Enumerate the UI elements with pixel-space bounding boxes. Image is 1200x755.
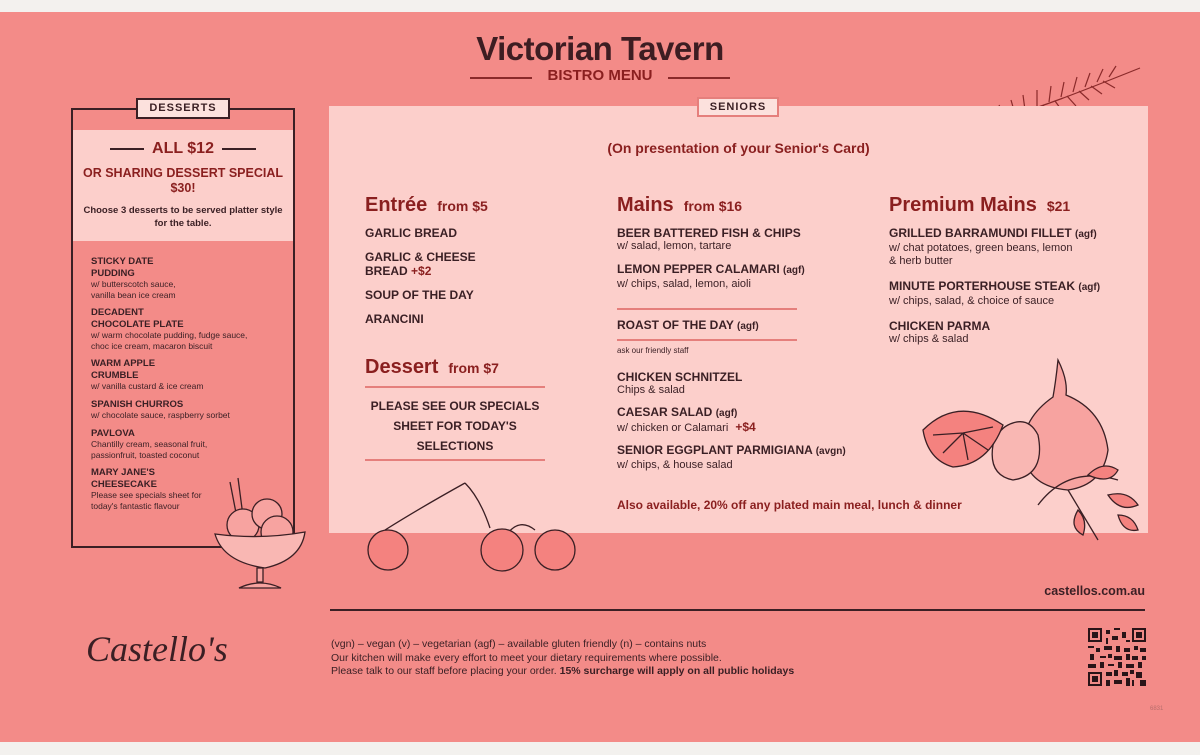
also-available-note: Also available, 20% off any plated main meal, lunch & dinner xyxy=(617,498,962,512)
list-item xyxy=(91,358,281,392)
premium-name: CHICKEN PARMA xyxy=(889,319,991,333)
dessert-specials-note: PLEASE SEE OUR SPECIALS SHEET FOR TODAY'S SELECTIONS xyxy=(370,399,540,453)
premium-tag: (agf) xyxy=(1075,229,1097,240)
dessert-name: SPANISH CHURROS xyxy=(91,398,184,410)
roast-desc: ask our friendly staff xyxy=(617,346,689,355)
dessert-rule-top xyxy=(365,386,545,388)
roast-tag: (agf) xyxy=(737,321,759,332)
price-rule-right xyxy=(222,148,256,150)
sharing-special: OR SHARING DESSERT SPECIAL $30! xyxy=(82,166,284,195)
entree-item-name: GARLIC & CHEESE BREAD xyxy=(365,250,476,278)
dessert-name: WARM APPLE CRUMBLE xyxy=(91,358,156,381)
desserts-tag: DESSERTS xyxy=(136,98,230,119)
entree-item: SOUP OF THE DAY xyxy=(365,288,474,302)
main-name: LEMON PEPPER CALAMARI xyxy=(617,262,780,276)
premium-name-row xyxy=(889,226,1139,242)
main-desc: w/ chips, & house salad xyxy=(617,459,733,471)
premium-tag: (agf) xyxy=(1078,282,1101,293)
premium-title: Premium Mains xyxy=(889,194,1037,216)
website-link[interactable]: castellos.com.au xyxy=(1044,584,1145,598)
premium-desc: w/ chips, salad, & choice of sauce xyxy=(889,295,1055,307)
seniors-presentation-note: (On presentation of your Senior's Card) xyxy=(607,140,870,156)
entree-heading xyxy=(365,194,488,217)
main-name-row xyxy=(617,443,887,459)
legend-line: (vgn) – vegan (v) – vegetarian (agf) – available gluten friendly (n) – contains nuts xyxy=(331,638,707,650)
dietary-legend xyxy=(331,638,971,679)
main-desc-row xyxy=(617,421,887,435)
main-desc: w/ salad, lemon, tartare xyxy=(617,240,732,252)
main-name: BEER BATTERED FISH & CHIPS xyxy=(617,226,801,240)
print-code: 6831 xyxy=(1150,706,1164,712)
dessert-title: Dessert xyxy=(365,356,439,378)
ice-cream-sundae-icon xyxy=(205,470,315,600)
footer-rule xyxy=(330,609,1145,611)
main-name: CAESAR SALAD xyxy=(617,405,713,419)
dessert-desc: w/ vanilla custard & ice cream xyxy=(91,381,204,391)
entree-item-extra: +$2 xyxy=(411,264,432,278)
premium-name: GRILLED BARRAMUNDI FILLET xyxy=(889,226,1072,240)
list-item xyxy=(617,370,887,397)
dessert-desc: w/ warm chocolate pudding, fudge sauce, choc ice cream, macaron biscuit xyxy=(91,330,248,351)
entree-item: ARANCINI xyxy=(365,312,424,326)
dessert-name: PAVLOVA xyxy=(91,427,135,439)
dessert-desc: Chantilly cream, seasonal fruit, passionfruit, toasted coconut xyxy=(91,439,208,460)
roast-rule-bottom xyxy=(617,339,797,341)
entree-price: from $5 xyxy=(437,198,488,214)
main-tag: (avgn) xyxy=(815,446,846,457)
mains-price: from $16 xyxy=(683,198,743,214)
legend-line: Our kitchen will make every effort to meet your dietary requirements where possible. xyxy=(331,651,722,664)
legend-line: Please talk to our staff before placing your order. xyxy=(331,665,557,677)
list-item xyxy=(889,226,1139,268)
dessert-name: STICKY DATE PUDDING xyxy=(91,256,154,279)
list-item xyxy=(91,399,281,421)
main-tag: (agf) xyxy=(715,408,738,419)
cherries-icon xyxy=(360,478,585,578)
list-item xyxy=(889,279,1139,308)
subtitle-rule-right xyxy=(668,77,730,79)
entree-item xyxy=(365,250,505,278)
main-desc: w/ chips, salad, lemon, aioli xyxy=(617,278,751,290)
roast-name-row xyxy=(617,318,759,334)
castellos-logo: Castello's xyxy=(86,629,228,669)
mains-title: Mains xyxy=(617,194,674,216)
desserts-price: ALL $12 xyxy=(152,140,214,157)
main-desc: Chips & salad xyxy=(617,384,685,396)
sharing-instructions: Choose 3 desserts to be served platter style for the table. xyxy=(83,205,283,229)
list-item xyxy=(617,262,877,291)
entree-list xyxy=(365,226,575,326)
dessert-heading xyxy=(365,356,499,379)
qr-code-icon[interactable] xyxy=(1088,628,1146,686)
main-tag: (agf) xyxy=(783,265,805,276)
main-name: SENIOR EGGPLANT PARMIGIANA xyxy=(617,443,813,457)
list-item xyxy=(889,319,1139,346)
dessert-desc: Please see specials sheet for today's fantastic flavour xyxy=(91,490,202,511)
dessert-name: MARY JANE'S CHEESECAKE xyxy=(91,467,157,490)
entree-title: Entrée xyxy=(365,194,428,216)
main-desc: w/ chicken or Calamari xyxy=(617,422,729,434)
premium-price: $21 xyxy=(1046,198,1071,214)
page-title: Victorian Tavern xyxy=(476,30,724,67)
dessert-desc: w/ chocolate sauce, raspberry sorbet xyxy=(91,410,230,420)
list-item xyxy=(91,256,281,300)
premium-list xyxy=(889,226,1139,346)
mains-heading xyxy=(617,194,742,217)
surcharge-note: 15% surcharge will apply on all public holidays xyxy=(559,665,795,677)
main-name: CHICKEN SCHNITZEL xyxy=(617,370,743,384)
list-item xyxy=(617,405,887,435)
dessert-rule-bottom xyxy=(365,459,545,461)
seniors-tag: SENIORS xyxy=(697,97,779,117)
legend-line-row xyxy=(331,665,971,679)
entree-item: GARLIC BREAD xyxy=(365,226,457,240)
dessert-desc: w/ butterscotch sauce, vanilla bean ice cream xyxy=(91,279,176,300)
dessert-name: DECADENT CHOCOLATE PLATE xyxy=(91,307,184,330)
list-item xyxy=(617,226,877,253)
price-rule-left xyxy=(110,148,144,150)
premium-name-row xyxy=(889,279,1139,295)
main-name-row xyxy=(617,262,877,278)
list-item xyxy=(617,443,887,472)
main-extra: +$4 xyxy=(735,420,756,434)
roast-rule-top xyxy=(617,308,797,310)
list-item xyxy=(91,307,281,351)
mains-list xyxy=(617,226,877,291)
main-name-row xyxy=(617,405,887,421)
dessert-price: from $7 xyxy=(448,360,499,376)
premium-desc: w/ chips & salad xyxy=(889,333,969,345)
fig-citrus-herb-icon xyxy=(918,355,1148,545)
list-item xyxy=(91,428,281,461)
page-subtitle: BISTRO MENU xyxy=(547,67,653,84)
premium-desc: w/ chat potatoes, green beans, lemon & herb butter xyxy=(889,242,1073,267)
roast-name: ROAST OF THE DAY xyxy=(617,318,734,332)
subtitle-row xyxy=(470,67,730,87)
premium-heading xyxy=(889,194,1070,217)
mains-list-2 xyxy=(617,370,887,472)
desserts-price-row xyxy=(73,140,293,158)
premium-name: MINUTE PORTERHOUSE STEAK xyxy=(889,279,1076,293)
